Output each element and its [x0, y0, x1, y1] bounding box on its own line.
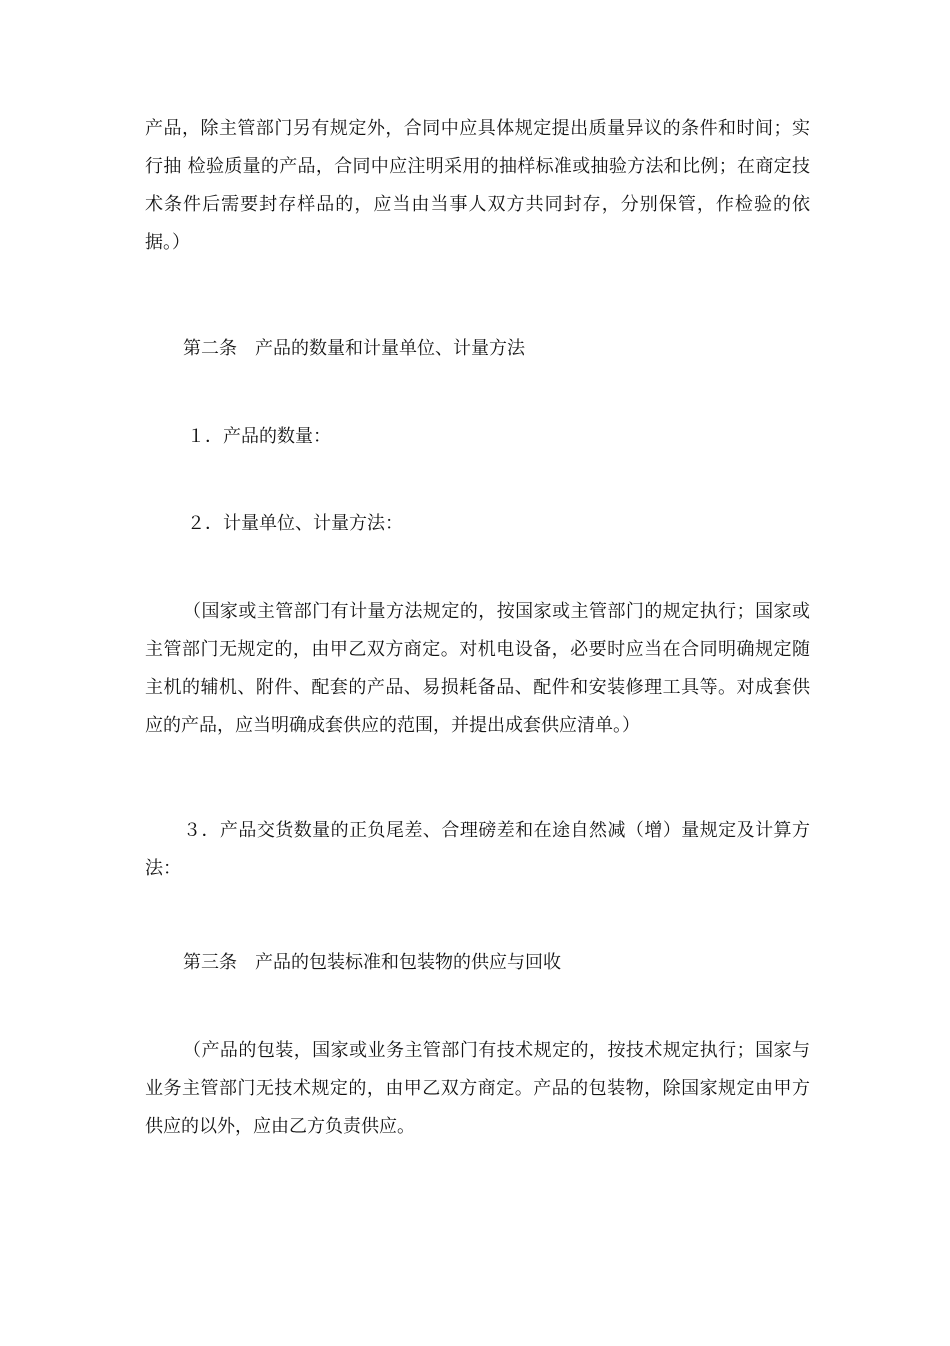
intro-paragraph: 产品，除主管部门另有规定外，合同中应具体规定提出质量异议的条件和时间；实行抽 检验质量的产品，合同中应注明采用的抽样标准或抽验方法和比例；在商定技术条件后需要封存样品的，应当由当事人双方共同封存，分别保管，作检验的依据。） — [145, 118, 810, 253]
article-2-note: （国家或主管部门有计量方法规定的，按国家或主管部门的规定执行；国家或主管部门无规定的，由甲乙双方商定。对机电设备，必要时应当在合同明确规定随主机的辅机、附件、配套的产品、易损耗备品、配件和安装修理工具等。对成套供应的产品，应当明确成套供应的范围，并提出成套供应清单。） — [145, 601, 810, 736]
article-3-heading: 第三条 产品的包装标准和包装物的供应与回收 — [183, 952, 561, 973]
article-2-heading: 第二条 产品的数量和计量单位、计量方法 — [183, 338, 525, 359]
article-2-item-2: ２．计量单位、计量方法： — [187, 513, 403, 534]
article-2-item-1: １．产品的数量： — [187, 426, 331, 447]
article-3-note: （产品的包装，国家或业务主管部门有技术规定的，按技术规定执行；国家与业务主管部门无技术规定的，由甲乙双方商定。产品的包装物，除国家规定由甲方供应的以外，应由乙方负责供应。 — [145, 1040, 810, 1137]
article-2-item-3: ３．产品交货数量的正负尾差、合理磅差和在途自然减（增）量规定及计算方法： — [145, 820, 810, 879]
